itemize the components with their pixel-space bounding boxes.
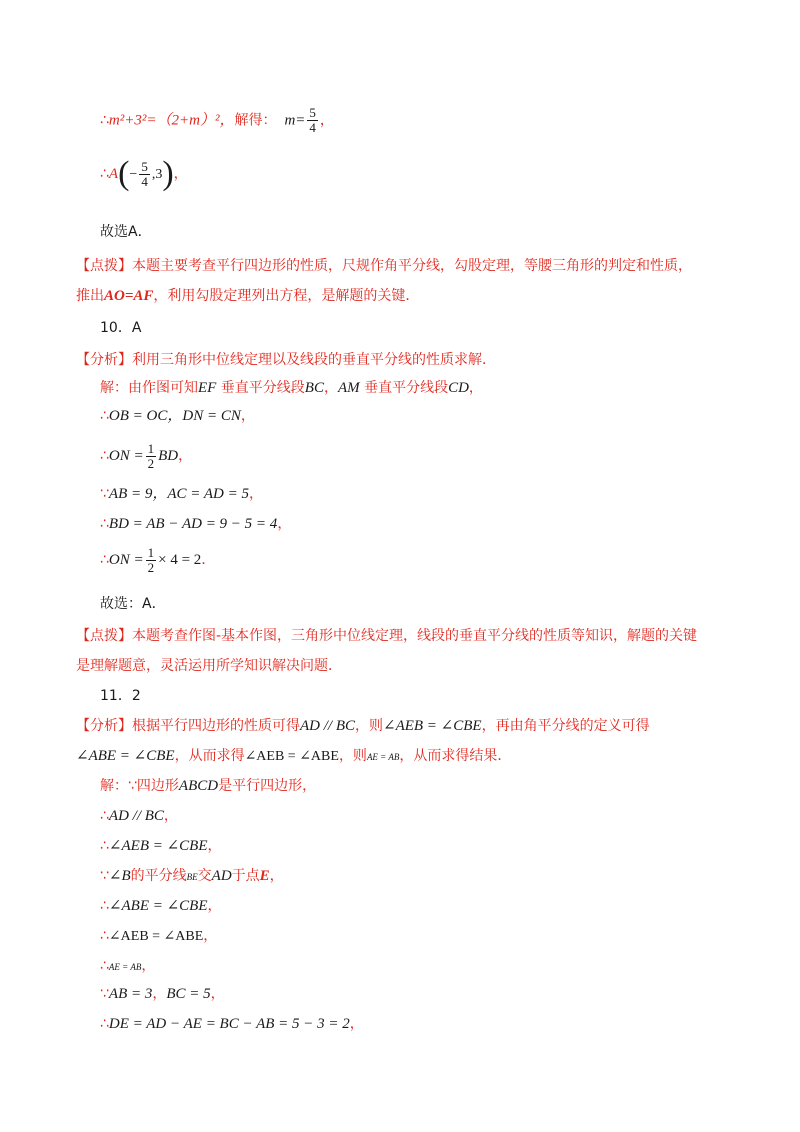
question-10-answer: 10．A — [100, 320, 142, 336]
comment-line-1 — [76, 256, 692, 276]
comma: ， — [207, 838, 222, 854]
because-symbol: ∵ — [128, 778, 137, 794]
ao-af-equation: AO=AF — [104, 288, 154, 304]
fraction-numerator: 1 — [147, 544, 155, 560]
left-paren: ( — [118, 155, 130, 192]
segment-ef: EF — [198, 380, 217, 396]
therefore-symbol: ∴ — [100, 166, 109, 182]
comment-text: 本题主要考查平行四边形的性质，尺规作角平分线，勾股定理，等腰三角形的判定和性质， — [132, 258, 692, 274]
angle-expr: ∠AEB = ∠CBE — [383, 718, 482, 734]
comma: ， — [319, 112, 334, 129]
equation-text: m²+3²=（2+m）²， — [108, 112, 235, 129]
segment-cd: CD — [448, 380, 469, 396]
point-e: E — [259, 868, 270, 884]
solve-label: 解得： — [234, 112, 277, 129]
text-segment: 交 — [197, 868, 212, 884]
parallel-expr: AD // BC — [300, 718, 355, 734]
step-ab-bc-values — [100, 984, 225, 1004]
comment-tag: 【点拨】 — [76, 258, 132, 274]
equation-text: ∠AEB = ∠CBE — [108, 838, 208, 854]
comma: ， — [240, 408, 255, 424]
text-segment: ，从而求得 — [174, 748, 245, 764]
segment-be: BE — [186, 872, 198, 882]
point-a: A — [108, 166, 119, 182]
therefore-symbol: ∴ — [100, 928, 109, 944]
line-point-a — [100, 152, 188, 197]
segment-bc: BC — [304, 380, 324, 396]
step-bisector — [100, 866, 284, 887]
segment-ad: AD — [211, 868, 232, 884]
equation-right: BD — [158, 448, 179, 464]
therefore-symbol: ∴ — [100, 448, 109, 464]
therefore-symbol: ∴ — [100, 808, 109, 824]
because-symbol: ∵ — [100, 986, 109, 1002]
ab-value: AB = 3 — [108, 986, 153, 1002]
fraction-denominator: 2 — [147, 559, 155, 575]
coordinate-y: ,3 — [151, 167, 163, 182]
comment-line-2 — [76, 286, 419, 306]
ae-ab-small: AE = AB — [366, 752, 400, 762]
equals-sign: = — [295, 112, 306, 129]
step-de-result — [100, 1014, 364, 1034]
therefore-symbol: ∴ — [100, 838, 109, 854]
comma: ， — [141, 958, 156, 974]
equation-text: AD // BC — [108, 808, 164, 824]
text-segment: 的平分线 — [130, 868, 187, 884]
step-aeb-cbe — [100, 836, 222, 856]
because-symbol: ∵ — [100, 486, 109, 502]
text-segment: 推出 — [76, 288, 104, 304]
comment-10-line-2: 是理解题意，灵活运用所学知识解决问题． — [76, 658, 342, 674]
solution-11-start — [100, 776, 316, 796]
comma: ， — [277, 516, 292, 532]
therefore-symbol: ∴ — [100, 112, 109, 129]
text-segment: ， — [468, 380, 483, 396]
text-segment: 垂直平分线段 — [216, 380, 305, 396]
equation-text: OB = OC，DN = CN — [108, 408, 241, 424]
analysis-10 — [76, 350, 496, 370]
comma: ， — [173, 166, 188, 182]
question-11-answer: 11．2 — [100, 688, 141, 704]
text-segment: 于点 — [231, 868, 260, 884]
analysis-11-line-1 — [76, 716, 650, 736]
segment-am: AM — [337, 380, 360, 396]
comma: ， — [207, 898, 222, 914]
equation-text: DE = AD − AE = BC − AB = 5 − 3 = 2 — [108, 1016, 350, 1032]
text-segment: ，利用勾股定理列出方程，是解题的关键． — [153, 288, 420, 304]
step-aeb-abe — [100, 926, 217, 947]
therefore-symbol: ∴ — [100, 958, 109, 974]
comma: ， — [203, 928, 218, 944]
comma: ， — [269, 868, 284, 884]
fraction-1-2 — [146, 546, 157, 575]
right-paren: ) — [162, 155, 174, 192]
step-given-values — [100, 484, 263, 504]
equation-right: × 4 = 2 — [158, 552, 202, 568]
equation-left: ON = — [108, 448, 144, 464]
fraction-numerator: 5 — [309, 105, 316, 120]
because-symbol: ∵ — [100, 868, 109, 884]
comma: ， — [249, 486, 264, 502]
period: ． — [201, 552, 216, 568]
fraction-denominator: 4 — [309, 120, 316, 135]
answer-choice-10: 故选：A． — [100, 596, 166, 612]
angle-expr-2: ∠AEB = ∠ABE — [244, 749, 339, 764]
text-segment: ，则 — [338, 748, 367, 764]
equation-text: BD = AB − AD = 9 − 5 = 4 — [108, 516, 278, 532]
analysis-11-line-2 — [76, 746, 511, 767]
text-segment: 是平行四边形， — [218, 778, 317, 794]
text-segment: ， — [152, 986, 167, 1002]
comma: ， — [178, 448, 193, 464]
comment-text: 本题考查作图-基本作图，三角形中位线定理，线段的垂直平分线的性质等知识，解题的关键 — [132, 628, 698, 644]
therefore-symbol: ∴ — [100, 516, 109, 532]
text-segment: 垂直平分线段 — [359, 380, 449, 396]
equation-text: AE = AB — [108, 962, 142, 972]
fraction-5-4 — [307, 106, 318, 135]
variable-m: m — [284, 112, 296, 129]
therefore-symbol: ∴ — [100, 408, 109, 424]
text-segment: ， — [323, 380, 338, 396]
equation-text: ∠ABE = ∠CBE — [108, 898, 208, 914]
comma: ， — [163, 808, 178, 824]
angle-b: ∠B — [108, 868, 131, 884]
step-on-value — [100, 542, 215, 578]
comma: ， — [210, 986, 225, 1002]
minus-sign: − — [129, 167, 138, 182]
text-segment: ，再由角平分线的定义可得 — [481, 718, 650, 734]
text-segment: 解：由作图可知 — [100, 380, 198, 396]
step-ob-oc — [100, 406, 255, 426]
text-segment: ，从而求得结果． — [399, 748, 512, 764]
fraction-numerator: 5 — [141, 158, 148, 174]
comment-tag: 【点拨】 — [76, 628, 132, 644]
equation-left: ON = — [108, 552, 144, 568]
quad-abcd: ABCD — [178, 778, 219, 794]
answer-choice-9: 故选A． — [100, 224, 152, 240]
text-segment: 解： — [100, 778, 128, 794]
text-segment: 根据平行四边形的性质可得 — [132, 718, 300, 734]
fraction-numerator: 1 — [147, 440, 155, 456]
fraction-5-4 — [139, 160, 150, 189]
analysis-text: 利用三角形中位线定理以及线段的垂直平分线的性质求解． — [132, 352, 496, 368]
therefore-symbol: ∴ — [100, 898, 109, 914]
analysis-tag: 【分析】 — [76, 352, 132, 368]
therefore-symbol: ∴ — [100, 1016, 109, 1032]
line-m-equation — [100, 106, 334, 135]
angle-expr: ∠ABE = ∠CBE — [76, 748, 175, 764]
fraction-denominator: 4 — [141, 173, 148, 189]
bc-value: BC = 5 — [166, 986, 211, 1002]
fraction-denominator: 2 — [147, 455, 155, 471]
solution-10-start — [100, 378, 483, 398]
step-on-half-bd — [100, 438, 192, 474]
equation-text: ∠AEB = ∠ABE — [108, 929, 204, 944]
step-ad-parallel-bc — [100, 806, 178, 826]
comment-10-line-1 — [76, 626, 697, 646]
equation-text: AB = 9，AC = AD = 5 — [108, 486, 250, 502]
step-bd-value — [100, 514, 291, 534]
fraction-1-2 — [146, 442, 157, 471]
comma: ， — [349, 1016, 364, 1032]
text-segment: ，则 — [355, 718, 383, 734]
text-segment: 四边形 — [136, 778, 179, 794]
analysis-tag: 【分析】 — [76, 718, 132, 734]
step-ae-ab — [100, 956, 155, 977]
therefore-symbol: ∴ — [100, 552, 109, 568]
step-abe-cbe — [100, 896, 222, 916]
